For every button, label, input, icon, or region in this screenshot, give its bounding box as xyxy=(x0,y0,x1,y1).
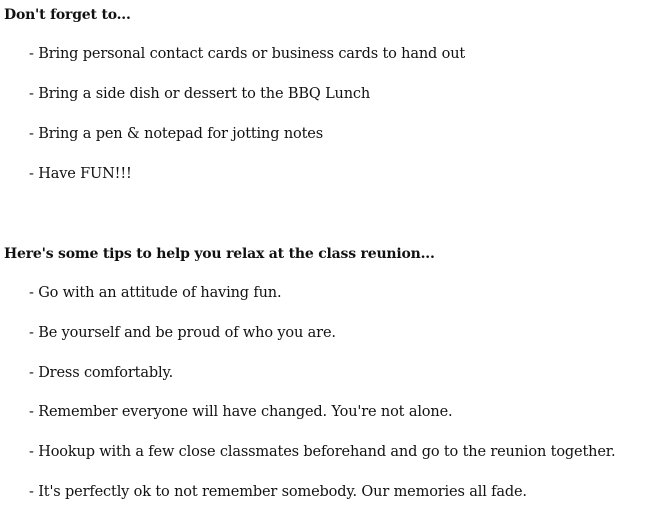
reminder-item-4: - Have FUN!!! xyxy=(29,166,132,182)
tip-item-5: - Hookup with a few close classmates beforehand and go to the reunion together. xyxy=(29,444,616,460)
tip-item-4: - Remember everyone will have changed. You're not alone. xyxy=(29,404,453,420)
tip-item-3: - Dress comfortably. xyxy=(29,365,174,381)
tip-item-6: - It's perfectly ok to not remember somebody. Our memories all fade. xyxy=(29,484,527,500)
reminder-item-2: - Bring a side dish or dessert to the BBQ Lunch xyxy=(29,86,371,102)
tip-item-2: - Be yourself and be proud of who you are. xyxy=(29,325,336,341)
tip-item-1: - Go with an attitude of having fun. xyxy=(29,285,282,301)
reminder-item-1: - Bring personal contact cards or business cards to hand out xyxy=(29,46,466,62)
reminders-heading: Don't forget to... xyxy=(4,7,131,23)
reminder-item-3: - Bring a pen & notepad for jotting notes xyxy=(29,126,323,142)
tips-heading: Here's some tips to help you relax at the class reunion... xyxy=(4,246,435,262)
